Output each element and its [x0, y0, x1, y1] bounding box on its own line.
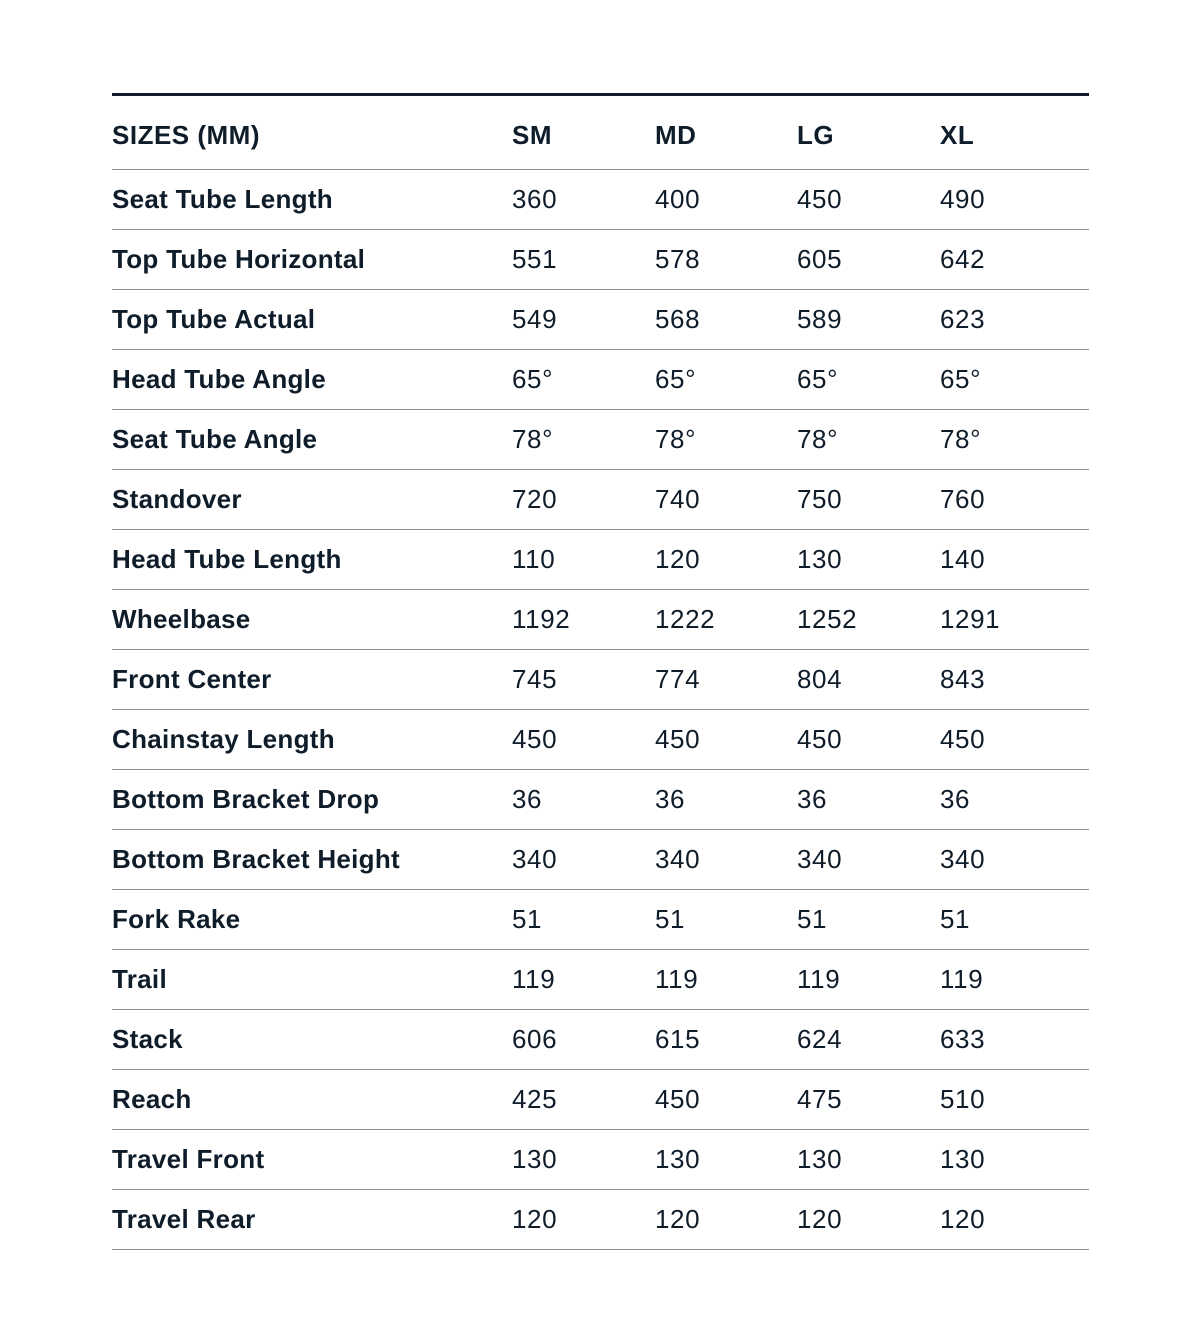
cell-value: 606: [512, 1010, 655, 1070]
cell-value: 78°: [512, 410, 655, 470]
cell-value: 750: [797, 470, 940, 530]
row-label: Wheelbase: [112, 590, 512, 650]
row-label: Stack: [112, 1010, 512, 1070]
cell-value: 425: [512, 1070, 655, 1130]
cell-value: 78°: [655, 410, 797, 470]
table-row: [112, 170, 1089, 230]
cell-value: 760: [940, 470, 1089, 530]
cell-value: 340: [512, 830, 655, 890]
cell-value: 65°: [512, 350, 655, 410]
cell-value: 340: [797, 830, 940, 890]
cell-value: 340: [940, 830, 1089, 890]
cell-value: 745: [512, 650, 655, 710]
cell-value: 119: [655, 950, 797, 1010]
cell-value: 120: [655, 530, 797, 590]
cell-value: 120: [940, 1190, 1089, 1250]
cell-value: 774: [655, 650, 797, 710]
table-row: [112, 1130, 1089, 1190]
cell-value: 642: [940, 230, 1089, 290]
table-row: [112, 350, 1089, 410]
cell-value: 36: [940, 770, 1089, 830]
cell-value: 140: [940, 530, 1089, 590]
table-body: [112, 170, 1089, 1250]
cell-value: 623: [940, 290, 1089, 350]
table-row: [112, 1190, 1089, 1250]
row-label: Top Tube Actual: [112, 290, 512, 350]
cell-value: 78°: [940, 410, 1089, 470]
cell-value: 1222: [655, 590, 797, 650]
table-row: [112, 1010, 1089, 1070]
table-row: [112, 830, 1089, 890]
cell-value: 36: [655, 770, 797, 830]
table-row: [112, 230, 1089, 290]
cell-value: 450: [655, 710, 797, 770]
cell-value: 589: [797, 290, 940, 350]
cell-value: 340: [655, 830, 797, 890]
size-header-sm: SM: [512, 95, 655, 170]
cell-value: 130: [797, 530, 940, 590]
cell-value: 605: [797, 230, 940, 290]
row-label: Chainstay Length: [112, 710, 512, 770]
cell-value: 51: [512, 890, 655, 950]
cell-value: 120: [512, 1190, 655, 1250]
cell-value: 130: [940, 1130, 1089, 1190]
table-header: [112, 95, 1089, 170]
size-header-xl: XL: [940, 95, 1089, 170]
cell-value: 549: [512, 290, 655, 350]
table-row: [112, 590, 1089, 650]
cell-value: 130: [797, 1130, 940, 1190]
row-label: Travel Rear: [112, 1190, 512, 1250]
cell-value: 450: [940, 710, 1089, 770]
table-row: [112, 1070, 1089, 1130]
row-label: Front Center: [112, 650, 512, 710]
cell-value: 119: [512, 950, 655, 1010]
row-label: Seat Tube Length: [112, 170, 512, 230]
cell-value: 843: [940, 650, 1089, 710]
table-row: [112, 890, 1089, 950]
row-label: Head Tube Length: [112, 530, 512, 590]
cell-value: 578: [655, 230, 797, 290]
row-label: Trail: [112, 950, 512, 1010]
cell-value: 1192: [512, 590, 655, 650]
table-row: [112, 950, 1089, 1010]
cell-value: 615: [655, 1010, 797, 1070]
cell-value: 65°: [655, 350, 797, 410]
cell-value: 119: [797, 950, 940, 1010]
row-label: Bottom Bracket Height: [112, 830, 512, 890]
cell-value: 120: [797, 1190, 940, 1250]
cell-value: 130: [512, 1130, 655, 1190]
cell-value: 119: [940, 950, 1089, 1010]
header-row: [112, 95, 1089, 170]
table-row: [112, 530, 1089, 590]
cell-value: 51: [797, 890, 940, 950]
table-row: [112, 470, 1089, 530]
cell-value: 120: [655, 1190, 797, 1250]
cell-value: 450: [797, 170, 940, 230]
row-label: Reach: [112, 1070, 512, 1130]
cell-value: 400: [655, 170, 797, 230]
cell-value: 804: [797, 650, 940, 710]
row-label: Bottom Bracket Drop: [112, 770, 512, 830]
cell-value: 51: [940, 890, 1089, 950]
cell-value: 510: [940, 1070, 1089, 1130]
cell-value: 78°: [797, 410, 940, 470]
cell-value: 551: [512, 230, 655, 290]
cell-value: 36: [797, 770, 940, 830]
cell-value: 51: [655, 890, 797, 950]
cell-value: 568: [655, 290, 797, 350]
table-row: [112, 290, 1089, 350]
cell-value: 36: [512, 770, 655, 830]
cell-value: 624: [797, 1010, 940, 1070]
cell-value: 1291: [940, 590, 1089, 650]
cell-value: 450: [797, 710, 940, 770]
cell-value: 65°: [797, 350, 940, 410]
row-label: Standover: [112, 470, 512, 530]
row-label: Head Tube Angle: [112, 350, 512, 410]
cell-value: 633: [940, 1010, 1089, 1070]
cell-value: 740: [655, 470, 797, 530]
cell-value: 720: [512, 470, 655, 530]
cell-value: 130: [655, 1130, 797, 1190]
table-row: [112, 770, 1089, 830]
size-header-md: MD: [655, 95, 797, 170]
table-row: [112, 410, 1089, 470]
row-label: Travel Front: [112, 1130, 512, 1190]
cell-value: 65°: [940, 350, 1089, 410]
row-label: Seat Tube Angle: [112, 410, 512, 470]
geometry-table: [112, 93, 1089, 1250]
row-label: Fork Rake: [112, 890, 512, 950]
cell-value: 360: [512, 170, 655, 230]
sizes-header: SIZES (MM): [112, 95, 512, 170]
table-row: [112, 650, 1089, 710]
cell-value: 1252: [797, 590, 940, 650]
row-label: Top Tube Horizontal: [112, 230, 512, 290]
size-header-lg: LG: [797, 95, 940, 170]
cell-value: 475: [797, 1070, 940, 1130]
cell-value: 450: [655, 1070, 797, 1130]
table-row: [112, 710, 1089, 770]
cell-value: 490: [940, 170, 1089, 230]
cell-value: 110: [512, 530, 655, 590]
cell-value: 450: [512, 710, 655, 770]
